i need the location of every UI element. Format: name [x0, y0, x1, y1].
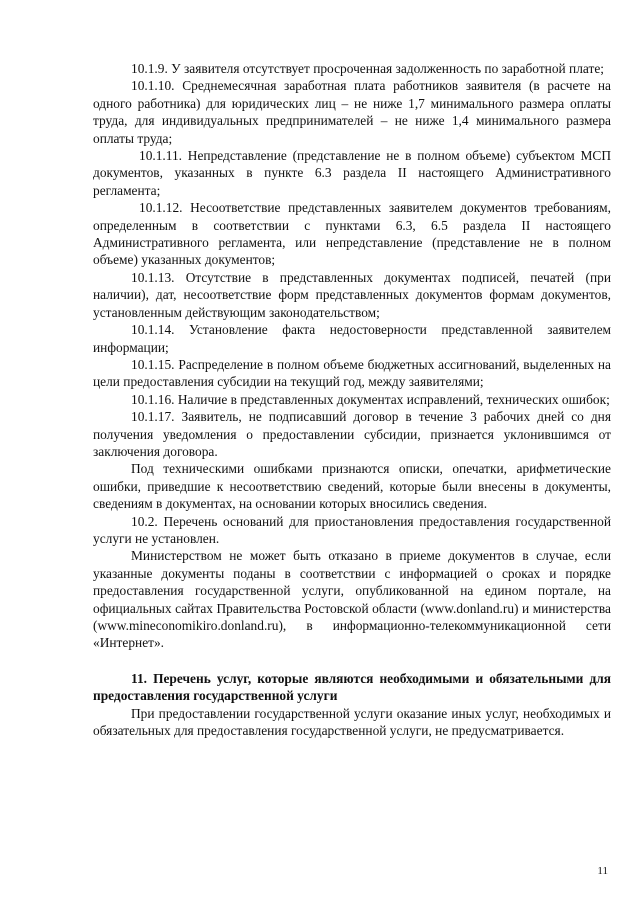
paragraph-10-1-11: 10.1.11. Непредставление (представление не в полном объеме) субъектом МСП документов, указанных в пункте 6.3 раздела II настоящего Административного регламента; — [93, 148, 611, 198]
paragraph-10-2: 10.2. Перечень оснований для приостановления предоставления государственной услуги не установлен. — [93, 513, 611, 546]
paragraph-10-1-10: 10.1.10. Среднемесячная заработная плата работников заявителя (в расчете на одного работника) для юридических лиц – не ниже 1,7 минимального размера оплаты труда, для индивидуальных предпринимателей – не ниже 1,4 минимального размера оплаты труда; — [93, 78, 611, 146]
paragraph-10-1-15: 10.1.15. Распределение в полном объеме бюджетных ассигнований, выделенных на цели предоставления субсидии на текущий год, между заявителями; — [93, 356, 611, 390]
section-11-paragraph: При предоставлении государственной услуги оказание иных услуг, необходимых и обязательных для предоставления государственной услуги, не предусматривается. — [93, 705, 611, 739]
paragraph-10-1-13: 10.1.13. Отсутствие в представленных документах подписей, печатей (при наличии), дат, несоответствие форм представленных документов формам документов, установленным действующим законодательством; — [93, 269, 611, 320]
paragraph-10-1-17: 10.1.17. Заявитель, не подписавший договор в течение 3 рабочих дней со дня получения уведомления о предоставлении субсидии, признается уклонившимся от заключения договора. — [93, 409, 611, 459]
paragraph-10-1-14: 10.1.14. Установление факта недостоверности представленной заявителем информации; — [93, 322, 611, 355]
paragraph-technical-errors: Под техническими ошибками признаются описки, опечатки, арифметические ошибки, приведшие к несоответствию сведений, которые были внесены в документы, сведениям в документах, на основании которых вносились сведения. — [93, 461, 611, 512]
document-body — [93, 60, 611, 739]
paragraph-10-1-12: 10.1.12. Несоответствие представленных заявителем документов требованиям, определенным в соответствии с пунктами 6.3, 6.5 раздела II настоящего Административного регламента, или непредставление (представление не в полном объеме) указанных документов; — [93, 200, 611, 268]
section-11-title: 11. Перечень услуг, которые являются необходимыми и обязательными для предоставления государственной услуги — [93, 670, 611, 704]
paragraph-ministry: Министерством не может быть отказано в приеме документов в случае, если указанные документы поданы в соответствии с информацией о сроках и порядке предоставления государственной услуги, опубликованной на едином портале, на официальных сайтах Правительства Ростовской области (www.donland.ru) и министерства (www.mineconomikiro.donland.ru), в информационно-телекоммуникационной сети «Интернет». — [93, 548, 611, 651]
paragraph-10-1-9: 10.1.9. У заявителя отсутствует просроченная задолженность по заработной плате; — [131, 61, 605, 76]
paragraph-10-1-16: 10.1.16. Наличие в представленных документах исправлений, технических ошибок; — [131, 391, 610, 407]
page-number: 11 — [597, 865, 608, 877]
